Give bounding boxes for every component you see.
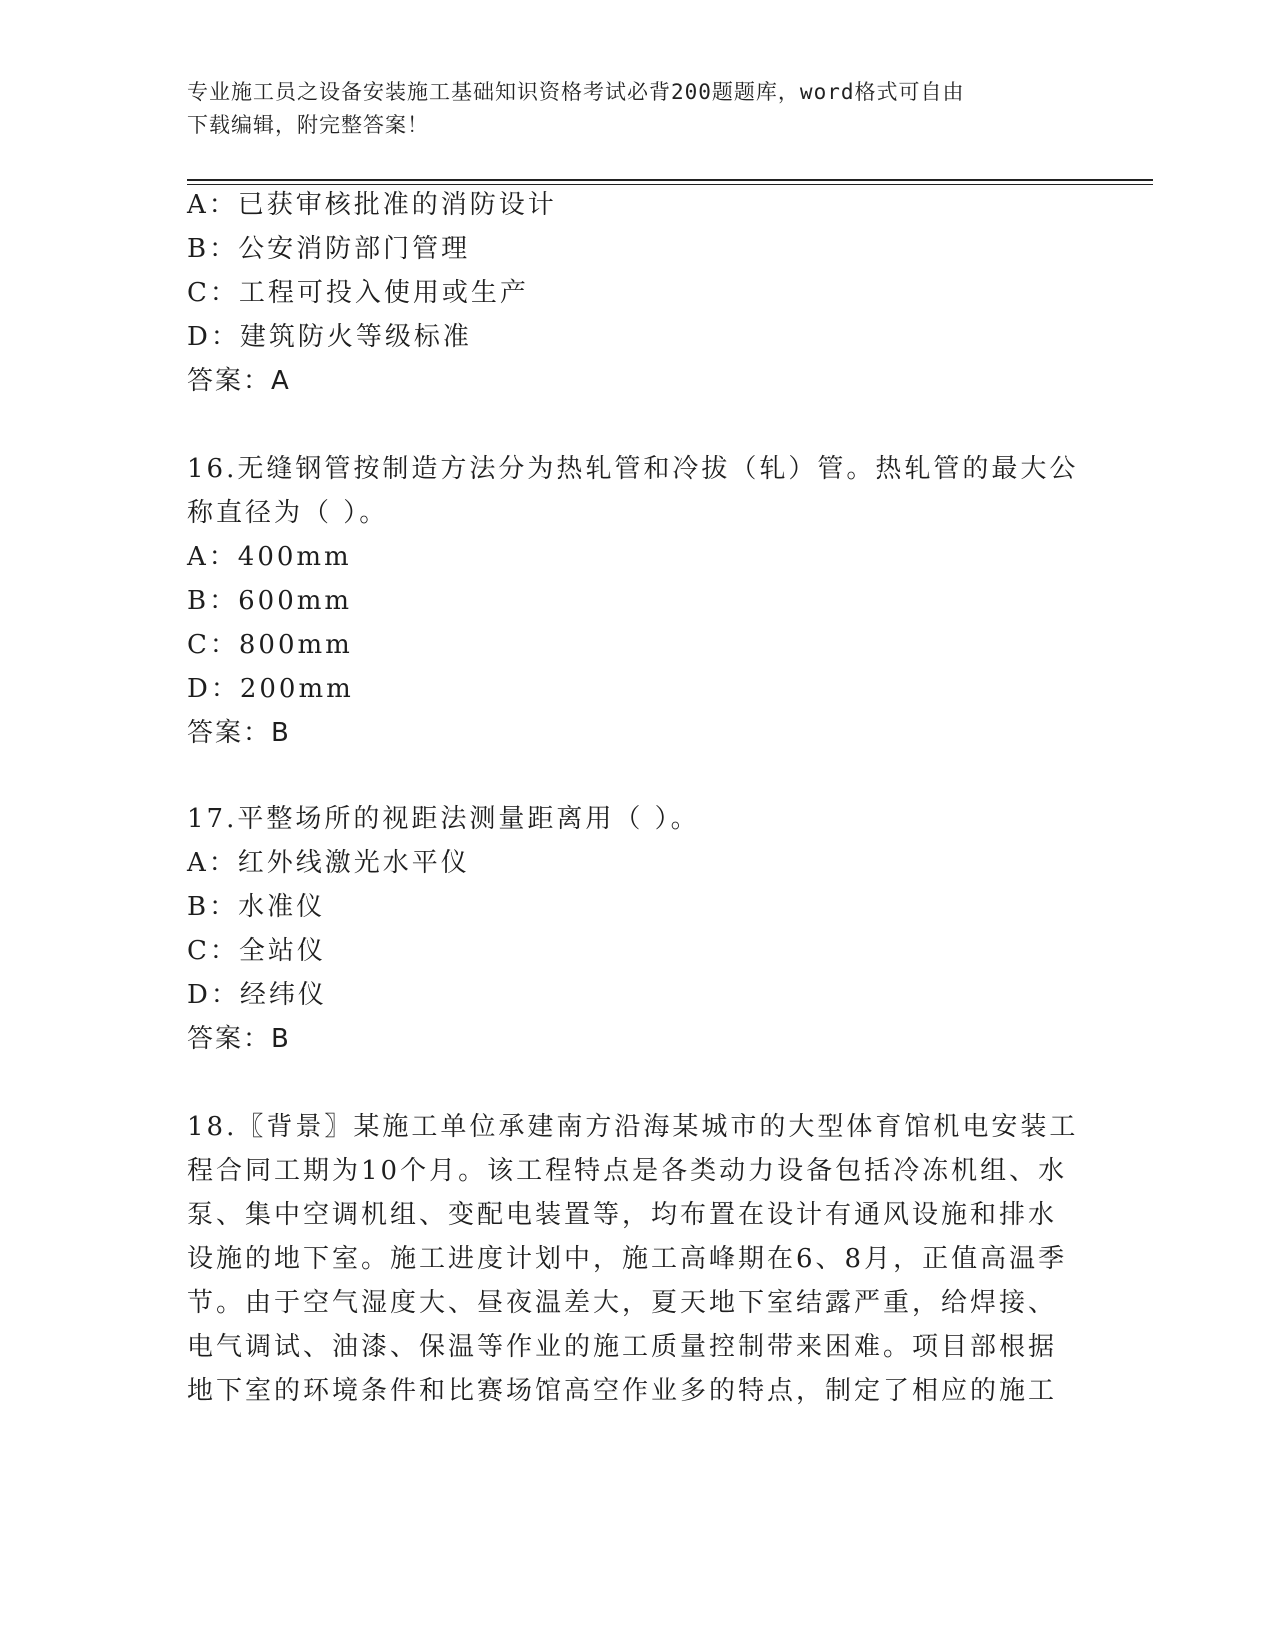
- q17-option-b: B：水准仪: [187, 892, 326, 922]
- q16-answer: 答案：B: [187, 718, 291, 748]
- q18-question-line-5: 节。由于空气湿度大、昼夜温差大，夏天地下室结露严重，给焊接、: [187, 1288, 1058, 1318]
- q16-question-line-1: 16.无缝钢管按制造方法分为热轧管和冷拔（轧）管。热轧管的最大公: [187, 454, 1079, 484]
- q17-option-d: D：经纬仪: [187, 980, 327, 1010]
- q18-question-line-7: 地下室的环境条件和比赛场馆高空作业多的特点，制定了相应的施工: [187, 1376, 1058, 1406]
- q18-question-line-4: 设施的地下室。施工进度计划中，施工高峰期在6、8月，正值高温季: [187, 1244, 1068, 1274]
- q15-answer: 答案：A: [187, 366, 291, 396]
- q18-question-line-6: 电气调试、油漆、保温等作业的施工质量控制带来困难。项目部根据: [187, 1332, 1058, 1362]
- q15-option-c: C：工程可投入使用或生产: [187, 278, 529, 308]
- q16-option-d: D：200mm: [187, 674, 354, 704]
- q16-question-line-2: 称直径为（ ）。: [187, 498, 389, 528]
- q17-option-c: C：全站仪: [187, 936, 326, 966]
- q15-option-d: D：建筑防火等级标准: [187, 322, 472, 352]
- q18-question-line-1: 18.〖背景〗某施工单位承建南方沿海某城市的大型体育馆机电安装工: [187, 1112, 1079, 1142]
- document-header: [187, 76, 1067, 142]
- q15-option-a: A：已获审核批准的消防设计: [187, 190, 557, 220]
- q17-answer: 答案：B: [187, 1024, 291, 1054]
- q15-option-b: B：公安消防部门管理: [187, 234, 471, 264]
- q16-option-a: A：400mm: [187, 542, 352, 572]
- q18-question-line-2: 程合同工期为10个月。该工程特点是各类动力设备包括冷冻机组、水: [187, 1156, 1068, 1186]
- q17-question-line-1: 17.平整场所的视距法测量距离用（ ）。: [187, 804, 700, 834]
- header-line-2: 下载编辑，附完整答案！: [187, 113, 429, 137]
- q16-option-c: C：800mm: [187, 630, 353, 660]
- q18-question-line-3: 泵、集中空调机组、变配电装置等，均布置在设计有通风设施和排水: [187, 1200, 1058, 1230]
- header-line-1: 专业施工员之设备安装施工基础知识资格考试必背200题题库，word格式可自由: [187, 80, 965, 104]
- q16-option-b: B：600mm: [187, 586, 353, 616]
- q17-option-a: A：红外线激光水平仪: [187, 848, 470, 878]
